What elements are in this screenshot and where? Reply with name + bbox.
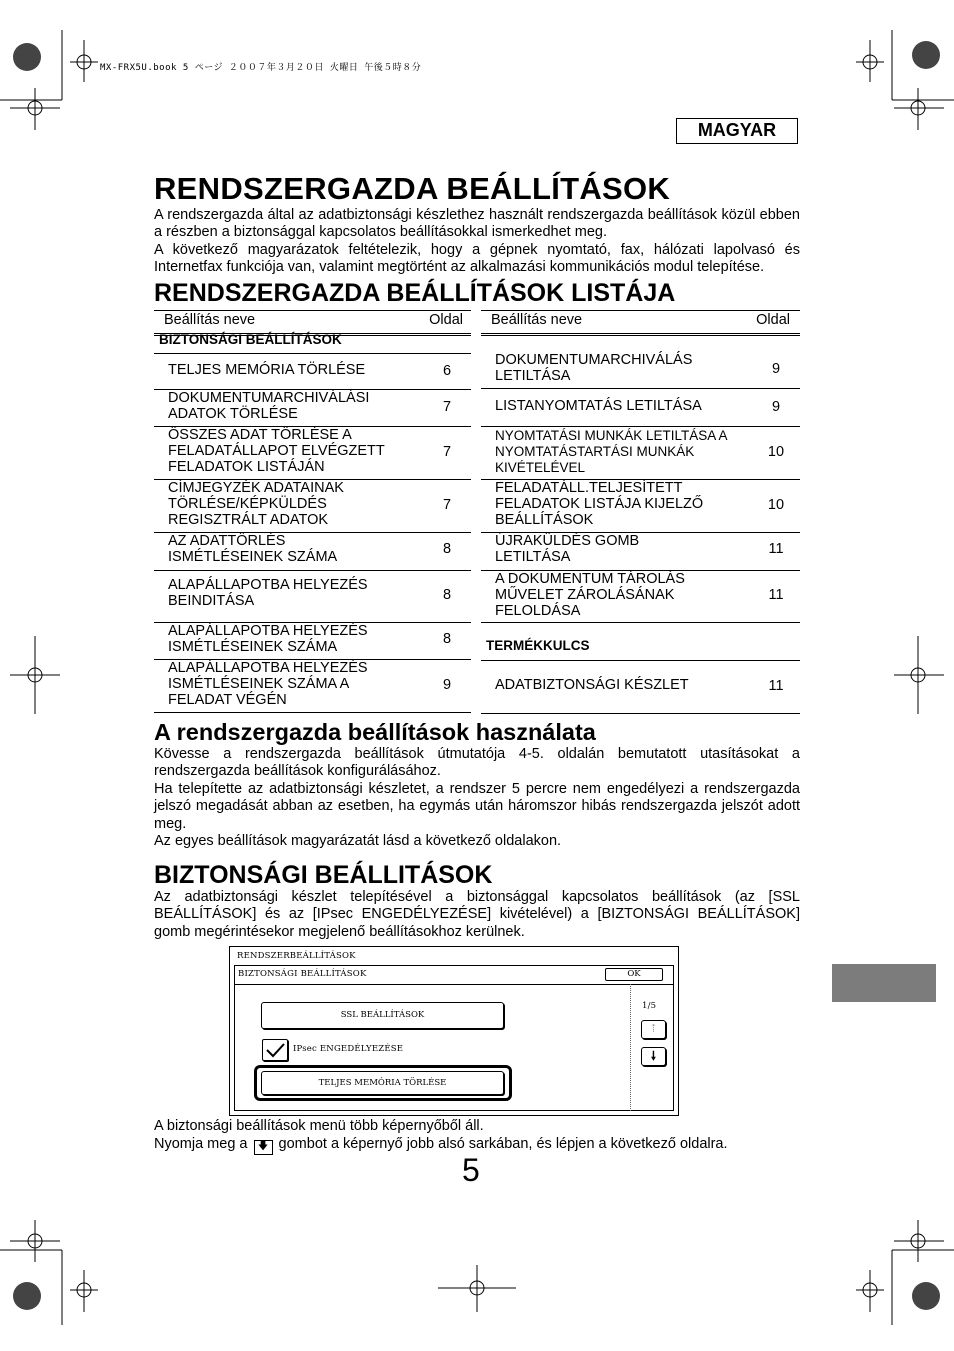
footer-line-1: A biztonsági beállítások menü több képernyőből áll. xyxy=(154,1118,484,1134)
row-page: 8 xyxy=(442,631,452,647)
language-label: MAGYAR xyxy=(676,118,798,144)
table-row xyxy=(154,427,471,480)
usage-heading: A rendszergazda beállítások használata xyxy=(154,719,596,745)
ssl-settings-button[interactable]: SSL BEÁLLÍTÁSOK xyxy=(261,1002,504,1029)
intro-paragraph-2: A következő magyarázatok feltételezik, hogy a gépnek nyomtató, fax, hálózati lapolvasó és Internetfax funkciója van, valamint megtörtént az alkalmazási kommunikációs modul telepítése. xyxy=(154,241,800,276)
row-name: ALAPÁLLAPOTBA HELYEZÉS BEINDITÁSA xyxy=(168,577,368,609)
page-down-button[interactable] xyxy=(641,1047,666,1066)
erase-memory-button[interactable]: TELJES MEMÓRIA TÖRLÉSE xyxy=(261,1071,504,1095)
row-page: 7 xyxy=(442,444,452,460)
section-title: BIZTONSÁGI BEÁLLÍTÁSOK xyxy=(159,332,342,347)
page-indicator: 1/5 xyxy=(642,1001,657,1011)
page-number: 5 xyxy=(462,1152,480,1188)
table-row xyxy=(154,533,471,571)
usage-text xyxy=(154,746,800,850)
page-up-button[interactable] xyxy=(641,1020,666,1039)
row-page: 9 xyxy=(442,677,452,693)
footer-line-2 xyxy=(154,1136,728,1155)
table-row xyxy=(481,533,800,571)
ok-button[interactable]: OK xyxy=(605,968,663,981)
row-page: 11 xyxy=(768,587,784,603)
row-name: LISTANYOMTATÁS LETILTÁSA xyxy=(495,398,702,414)
settings-table-right xyxy=(481,310,800,714)
row-page: 7 xyxy=(442,399,452,415)
print-header: MX-FRX5U.book 5 ページ ２００７年３月２０日 火曜日 午後５時８分 xyxy=(100,63,422,73)
row-name: A DOKUMENTUM TÁROLÁS MŰVELET ZÁROLÁSÁNAK FELOLDÁSA xyxy=(495,571,685,619)
table-row xyxy=(481,660,800,714)
down-arrow-icon: 🠗 xyxy=(650,1049,657,1063)
up-arrow-icon: ⇡ xyxy=(648,1022,659,1035)
row-name: ADATBIZTONSÁGI KÉSZLET xyxy=(495,677,689,693)
table-row xyxy=(154,480,471,533)
usage-paragraph-1: Kövesse a rendszergazda beállítások útmutatója 4-5. oldalán bemutatott utasításokat a rendszergazda beállítások konfigurálásához. xyxy=(154,746,800,780)
row-name: FELADATÁLL.TELJESÍTETT FELADATOK LISTÁJA KIJELZŐ BEÁLLÍTÁSOK xyxy=(495,480,704,528)
table-row xyxy=(481,571,800,623)
row-page: 10 xyxy=(767,497,785,513)
row-page: 6 xyxy=(442,363,452,379)
intro-text xyxy=(154,207,800,277)
checkmark-icon xyxy=(263,1040,287,1060)
security-heading: BIZTONSÁGI BEÁLLITÁSOK xyxy=(154,861,493,889)
row-name: TELJES MEMÓRIA TÖRLÉSE xyxy=(168,362,366,378)
intro-paragraph-1: A rendszergazda által az adatbiztonsági készlethez használt rendszergazda beállítások közül ebben a részben a biztonsággal kapcsolatos beállításokkal ismerkedhet meg. xyxy=(154,207,800,241)
inline-down-key-icon: 🡇 xyxy=(254,1140,273,1155)
security-text xyxy=(154,889,800,941)
table-row xyxy=(154,623,471,660)
screen-sub-title: BIZTONSÁGI BEÁLLÍTÁSOK xyxy=(238,969,367,979)
page-title: RENDSZERGAZDA BEÁLLÍTÁSOK xyxy=(154,171,671,206)
footer-line-2-end: gombot a képernyő jobb alsó sarkában, és lépjen a következő oldalra. xyxy=(278,1136,728,1152)
list-heading: RENDSZERGAZDA BEÁLLÍTÁSOK LISTÁJA xyxy=(154,279,676,307)
table-row xyxy=(481,427,800,480)
row-page: 11 xyxy=(768,541,784,557)
table-row xyxy=(154,660,471,713)
row-page: 7 xyxy=(442,497,452,513)
usage-paragraph-3: Az egyes beállítások magyarázatát lásd a következő oldalakon. xyxy=(154,833,562,850)
row-name: DOKUMENTUMARCHIVÁLÁSI ADATOK TÖRLÉSE xyxy=(168,390,370,422)
ipsec-checkbox[interactable] xyxy=(262,1039,288,1061)
side-tab xyxy=(832,964,936,1002)
scroll-divider xyxy=(630,984,632,1111)
row-name: ÚJRAKÜLDÉS GOMB LETILTÁSA xyxy=(495,533,640,565)
row-name: ÖSSZES ADAT TÖRLÉSE A FELADATÁLLAPOT ELVÉGZETT FELADATOK LISTÁJÁN xyxy=(168,427,385,475)
table-row xyxy=(154,353,471,390)
table-row xyxy=(481,389,800,427)
row-name: ALAPÁLLAPOTBA HELYEZÉS ISMÉTLÉSEINEK SZÁMA xyxy=(168,623,368,655)
row-name: AZ ADATTÖRLÉS ISMÉTLÉSEINEK SZÁMA xyxy=(168,533,338,565)
col-name-header: Beállítás neve xyxy=(491,312,583,328)
row-name: ALAPÁLLAPOTBA HELYEZÉS ISMÉTLÉSEINEK SZÁMA A FELADAT VÉGÉN xyxy=(168,660,368,708)
section-title: TERMÉKKULCS xyxy=(486,638,590,653)
screen-top-title: RENDSZERBEÁLLÍTÁSOK xyxy=(237,951,356,961)
row-page: 11 xyxy=(768,678,784,694)
table-row xyxy=(154,389,471,427)
col-page-header: Oldal xyxy=(429,312,463,328)
footer-line-2-start: Nyomja meg a xyxy=(154,1136,248,1152)
row-name: DOKUMENTUMARCHIVÁLÁS LETILTÁSA xyxy=(495,352,693,384)
row-name: CÍMJEGYZÉK ADATAINAK TÖRLÉSE/KÉPKÜLDÉS REGISZTRÁLT ADATOK xyxy=(168,480,344,528)
settings-table-left xyxy=(154,310,471,714)
table-header xyxy=(481,310,800,336)
row-page: 8 xyxy=(442,587,452,603)
col-page-header: Oldal xyxy=(756,312,790,328)
ipsec-label: IPsec ENGEDÉLYEZÉSE xyxy=(293,1044,404,1054)
security-paragraph: Az adatbiztonsági készlet telepítésével a biztonsággal kapcsolatos beállítások (az [SSL BEÁLLÍTÁSOK] és az [IPsec ENGEDÉLYEZÉSE] kivételével) a [BIZTONSÁGI BEÁLLÍTÁSOK] gomb megérintésekor megjelenő beállításokhoz kerülnek. xyxy=(154,889,800,940)
usage-paragraph-2: Ha telepítette az adatbiztonsági készletet, a rendszer 5 percre nem engedélyezi a rendszergazda jelszó megadását abban az esetben, ha egymás után háromszor hibás rendszergazda jelszót adott meg. xyxy=(154,780,800,832)
screen-title-bar xyxy=(234,965,674,985)
row-page: 9 xyxy=(771,361,781,377)
row-name: NYOMTATÁSI MUNKÁK LETILTÁSA A NYOMTATÁSTARTÁSI MUNKÁK KIVÉTELÉVEL xyxy=(495,428,727,475)
table-row xyxy=(481,335,800,389)
screen-illustration xyxy=(229,946,679,1116)
row-page: 10 xyxy=(767,444,785,460)
col-name-header: Beállítás neve xyxy=(164,312,256,328)
row-page: 9 xyxy=(771,399,781,415)
table-row xyxy=(481,480,800,533)
table-row xyxy=(154,571,471,623)
row-page: 8 xyxy=(442,541,452,557)
